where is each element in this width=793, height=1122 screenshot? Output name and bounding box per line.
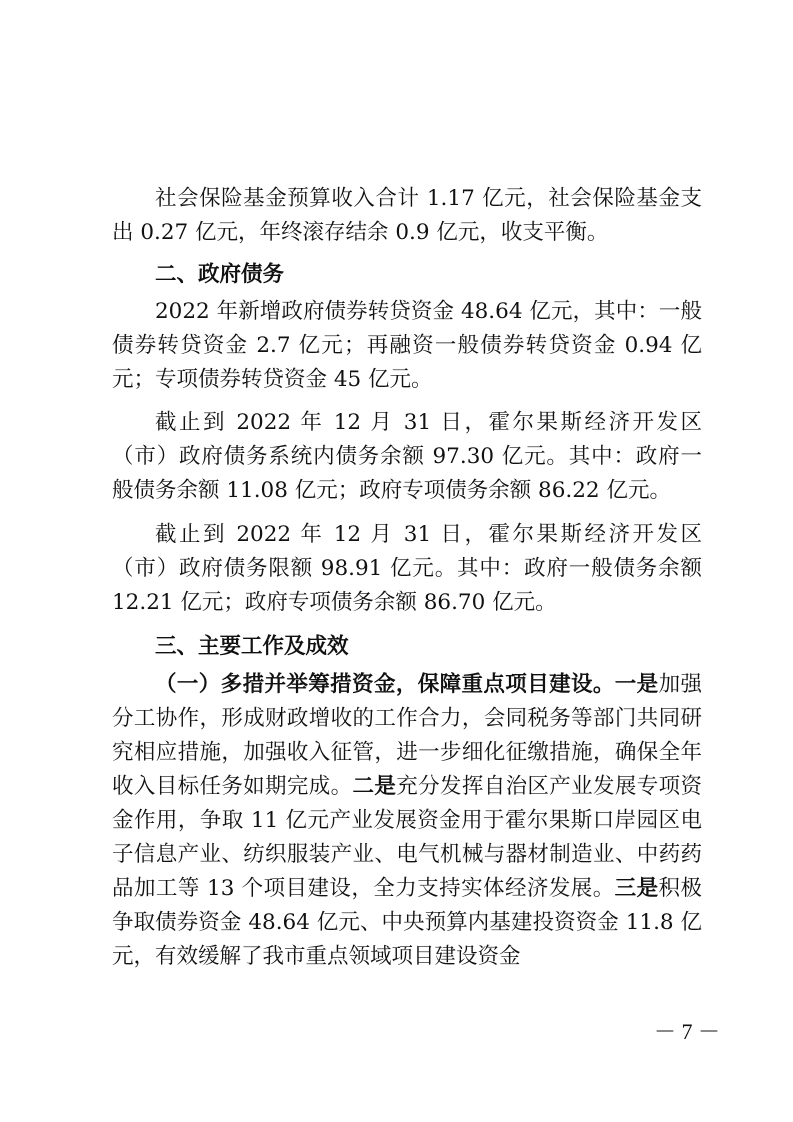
paragraph-debt-balance: 截止到 2022 年 12 月 31 日，霍尔果斯经济开发区（市）政府债务系统内债务余额 97.30 亿元。其中：政府一般债务余额 11.08 亿元；政府专项债务余额 86.22 亿元。	[112, 410, 702, 503]
heading-government-debt: 二、政府债务	[155, 262, 285, 287]
paragraph-work-1	[112, 668, 702, 974]
paragraph-new-debt: 2022 年新增政府债券转贷资金 48.64 亿元，其中：一般债券转贷资金 2.7 亿元；再融资一般债券转贷资金 0.94 亿元；专项债券转贷资金 45 亿元。	[112, 299, 702, 392]
paragraph-debt-limit: 截止到 2022 年 12 月 31 日，霍尔果斯经济开发区（市）政府债务限额 98.91 亿元。其中：政府一般债务余额 12.21 亿元；政府专项债务余额 86.70 亿元。	[112, 522, 702, 615]
work-1-text-1: 加强分工协作，形成财政增收的工作合力，会同税务等部门共同研究相应措施，加强收入征管，进一步细化征缴措施，确保全年收入目标任务如期完成。	[112, 672, 702, 799]
paragraph-social-insurance: 社会保险基金预算收入合计 1.17 亿元，社会保险基金支出 0.27 亿元，年终滚存结余 0.9 亿元，收支平衡。	[112, 186, 702, 245]
work-1-marker-2: 二是	[352, 774, 397, 799]
heading-main-work: 三、主要工作及成效	[155, 634, 349, 659]
work-1-text-2: 充分发挥自治区产业发展专项资金作用，争取 11 亿元产业发展资金用于霍尔果斯口岸园区电子信息产业、纺织服装产业、电气机械与器材制造业、中药药品加工等 13 个项目建设，全力支持实体经济发展。	[112, 774, 702, 901]
work-1-marker-1: 一是	[614, 672, 659, 697]
page-number: － 7 －	[654, 1019, 721, 1044]
work-1-lead: （一）多措并举筹措资金，保障重点项目建设。	[155, 672, 615, 697]
work-1-text-3: 积极争取债券资金 48.64 亿元、中央预算内基建投资资金 11.8 亿元，有效缓解了我市重点领域项目建设资金	[112, 876, 702, 969]
work-1-marker-3: 三是	[614, 876, 659, 901]
